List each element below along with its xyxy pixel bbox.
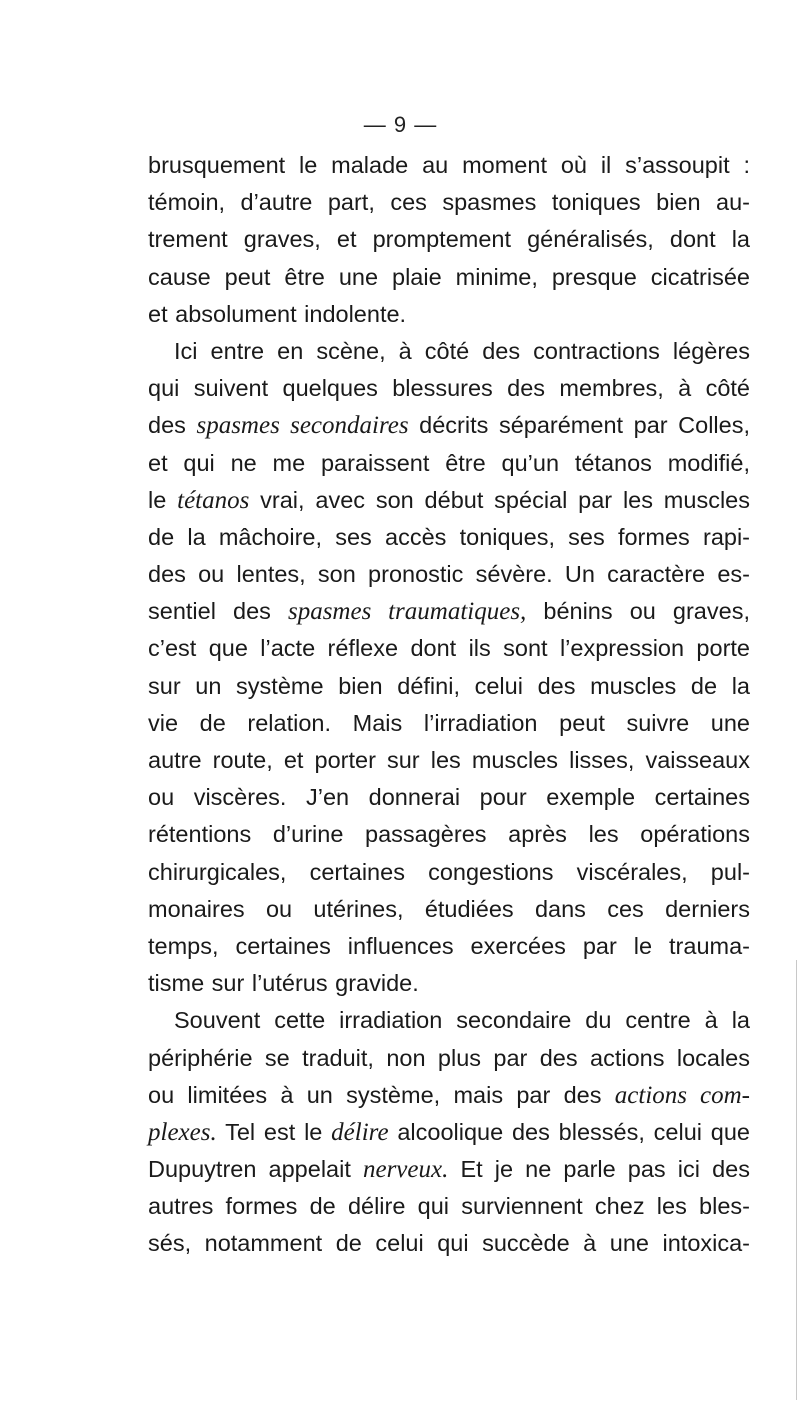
page-number: — 9 — (363, 112, 438, 137)
text-line (148, 816, 750, 853)
text-span: chirurgicales, certaines congestions viscérales, pul- (148, 858, 750, 885)
text-line (148, 1151, 750, 1188)
text-line (148, 184, 750, 221)
text-line (148, 370, 750, 407)
text-span: autres formes de délire qui surviennent chez les bles- (148, 1193, 750, 1220)
text-span: temps, certaines influences exercées par le trauma- (148, 932, 750, 959)
text-line (148, 965, 750, 1002)
text-line (148, 1188, 750, 1225)
text-span: périphérie se traduit, non plus par des actions locales (148, 1044, 750, 1071)
text-line (148, 333, 750, 370)
text-line (148, 147, 750, 184)
text-span: trement graves, et promptement généralisés, dont la (148, 226, 750, 253)
text-line (148, 1040, 750, 1077)
text-line (148, 1077, 750, 1114)
text-line (148, 779, 750, 816)
text-span: rétentions d’urine passagères après les opérations (148, 821, 750, 848)
text-span: témoin, d’autre part, ces spasmes toniques bien au- (148, 189, 750, 216)
text-span: sentiel des (148, 598, 288, 625)
body-text (148, 147, 750, 1263)
text-line (148, 259, 750, 296)
text-span: bénins ou graves, (526, 598, 750, 625)
text-line (148, 221, 750, 258)
text-span: Dupuytren appelait (148, 1156, 363, 1183)
text-line (148, 854, 750, 891)
text-span: le (148, 486, 178, 513)
text-line (148, 296, 750, 333)
text-span: alcoolique des blessés, celui que (388, 1118, 750, 1145)
italic-term: délire (331, 1118, 389, 1146)
text-span: Tel est le (216, 1118, 332, 1145)
text-span: et absolument indolente. (148, 300, 407, 327)
text-span: brusquement le malade au moment où il s’assoupit : (148, 152, 750, 178)
text-line (148, 630, 750, 667)
text-span: des (148, 412, 197, 439)
text-span: décrits séparément par Colles, (408, 412, 750, 439)
text-span: qui suivent quelques blessures des membres, à côté (148, 375, 750, 402)
text-span: autre route, et porter sur les muscles lisses, vaisseaux (148, 747, 750, 773)
text-span: Souvent cette irradiation secondaire du centre à la (174, 1007, 750, 1034)
text-line (148, 445, 750, 482)
text-line (148, 519, 750, 556)
text-span: sur un système bien défini, celui des muscles de la (148, 672, 750, 699)
text-span: Et je ne parle pas ici des (448, 1156, 750, 1183)
text-line (148, 556, 750, 593)
text-span: Ici entre en scène, à côté des contractions légères (174, 337, 750, 364)
text-line (148, 407, 750, 444)
page-edge-mark (796, 960, 797, 1400)
text-span: ou limitées à un système, mais par des (148, 1081, 615, 1108)
text-line (148, 705, 750, 742)
text-line (148, 891, 750, 928)
text-span: cause peut être une plaie minime, presque cicatrisée (148, 263, 750, 290)
italic-term: actions com- (614, 1081, 750, 1109)
text-span: vie de relation. Mais l’irradiation peut suivre une (148, 709, 750, 736)
text-span: c’est que l’acte réflexe dont ils sont l’expression porte (148, 635, 750, 662)
italic-term: plexes. (148, 1118, 217, 1146)
text-span: des ou lentes, son pronostic sévère. Un caractère es- (148, 561, 750, 588)
text-span: et qui ne me paraissent être qu’un tétanos modifié, (148, 449, 750, 476)
text-span: de la mâchoire, ses accès toniques, ses formes rapi- (148, 523, 750, 550)
text-line (148, 1225, 750, 1262)
text-line (148, 482, 750, 519)
text-span: tisme sur l’utérus gravide. (148, 970, 419, 997)
italic-term: nerveux. (362, 1156, 449, 1184)
text-line (148, 668, 750, 705)
italic-term: tétanos (177, 486, 250, 514)
text-span: sés, notamment de celui qui succède à une intoxica- (148, 1230, 750, 1257)
italic-term: spasmes traumatiques, (287, 598, 527, 626)
text-line (148, 593, 750, 630)
text-line (148, 1002, 750, 1039)
text-span: vrai, avec son début spécial par les muscles (249, 486, 750, 513)
text-line (148, 1114, 750, 1151)
text-span: ou viscères. J’en donnerai pour exemple certaines (148, 784, 750, 811)
italic-term: spasmes secondaires (196, 412, 409, 440)
text-line (148, 928, 750, 965)
text-span: monaires ou utérines, étudiées dans ces derniers (148, 895, 750, 922)
text-line (148, 742, 750, 779)
